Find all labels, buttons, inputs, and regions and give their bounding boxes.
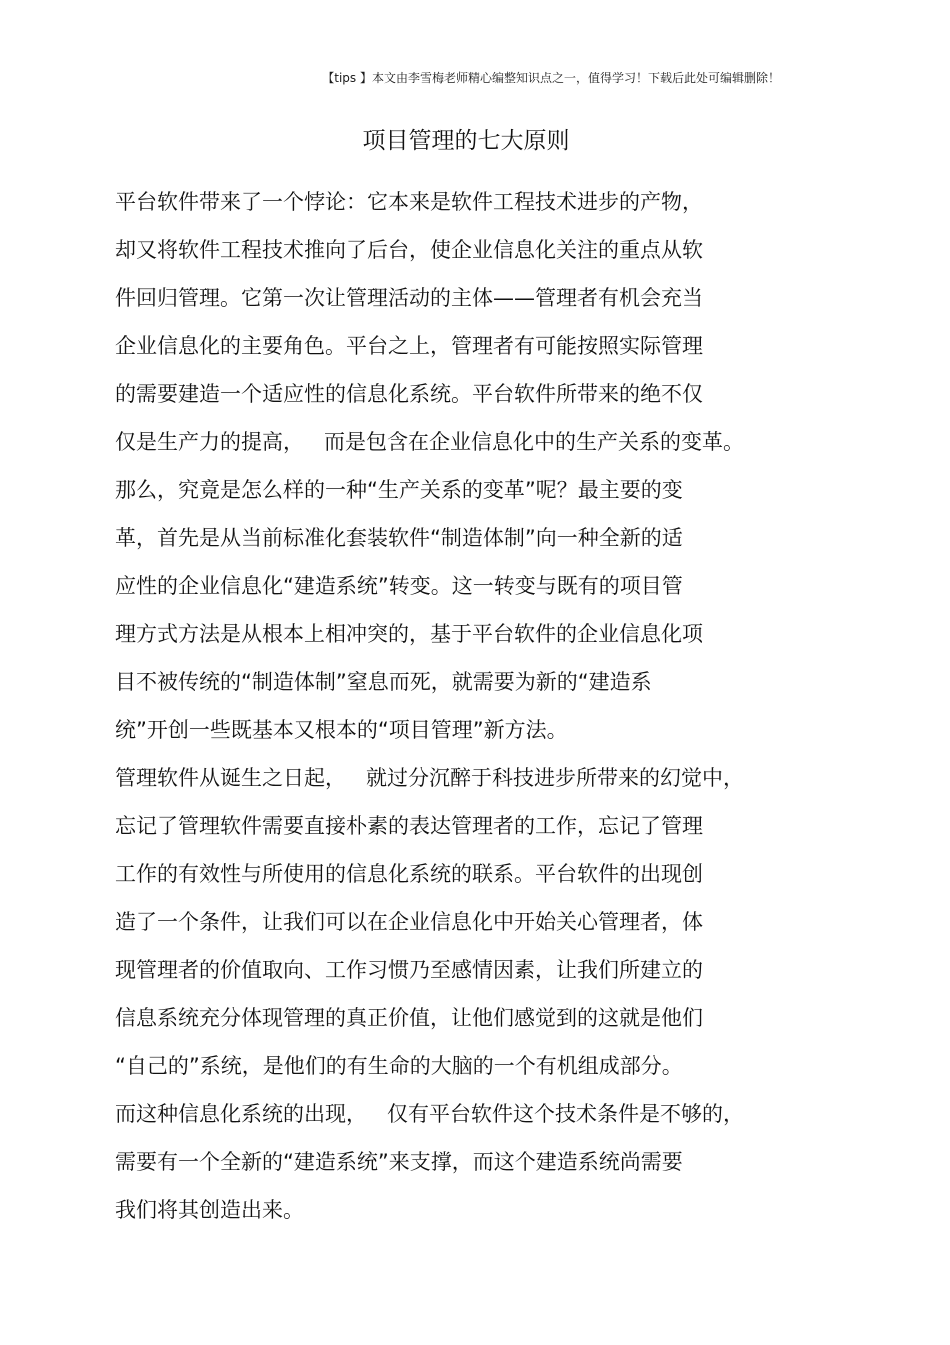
body-line: 仅是生产力的提高， 而是包含在企业信息化中的生产关系的变革。 [115, 430, 745, 454]
body-line: 企业信息化的主要角色。平台之上，管理者有可能按照实际管理 [115, 334, 703, 358]
body-line: 现管理者的价值取向、工作习惯乃至感情因素，让我们所建立的 [115, 958, 703, 982]
body-line: 目不被传统的“制造体制”窒息而死，就需要为新的“建造系 [115, 670, 652, 694]
body-line: 统”开创一些既基本又根本的“项目管理”新方法。 [115, 718, 568, 742]
body-line: 应性的企业信息化“建造系统”转变。这一转变与既有的项目管 [115, 574, 683, 598]
body-line: 件回归管理。它第一次让管理活动的主体——管理者有机会充当 [115, 286, 703, 310]
body-line: 平台软件带来了一个悖论：它本来是软件工程技术进步的产物， [115, 190, 703, 214]
body-line: 造了一个条件，让我们可以在企业信息化中开始关心管理者，体 [115, 910, 703, 934]
body-line: 却又将软件工程技术推向了后台，使企业信息化关注的重点从软 [115, 238, 703, 262]
body-line: 需要有一个全新的“建造系统”来支撑，而这个建造系统尚需要 [115, 1150, 683, 1174]
body-line: 忘记了管理软件需要直接朴素的表达管理者的工作，忘记了管理 [115, 814, 703, 838]
body-line: 工作的有效性与所使用的信息化系统的联系。平台软件的出现创 [115, 862, 703, 886]
body-line: 我们将其创造出来。 [115, 1198, 304, 1222]
body-line: 那么，究竟是怎么样的一种“生产关系的变革”呢？最主要的变 [115, 478, 683, 502]
body-line: 革，首先是从当前标准化套装软件“制造体制”向一种全新的适 [115, 526, 683, 550]
tips-header: 【tips 】本文由李雪梅老师精心编整知识点之一，值得学习！下载后此处可编辑删除！ [322, 71, 780, 85]
body-line: 理方式方法是从根本上相冲突的，基于平台软件的企业信息化项 [115, 622, 703, 646]
body-line: 的需要建造一个适应性的信息化系统。平台软件所带来的绝不仅 [115, 382, 703, 406]
document-title: 项目管理的七大原则 [362, 128, 570, 154]
document-body [115, 178, 815, 1234]
body-line: 信息系统充分体现管理的真正价值，让他们感觉到的这就是他们 [115, 1006, 703, 1030]
body-line: 管理软件从诞生之日起， 就过分沉醉于科技进步所带来的幻觉中， [115, 766, 745, 790]
body-line: 而这种信息化系统的出现， 仅有平台软件这个技术条件是不够的， [115, 1102, 745, 1126]
body-line: “自己的”系统，是他们的有生命的大脑的一个有机组成部分。 [115, 1054, 683, 1078]
